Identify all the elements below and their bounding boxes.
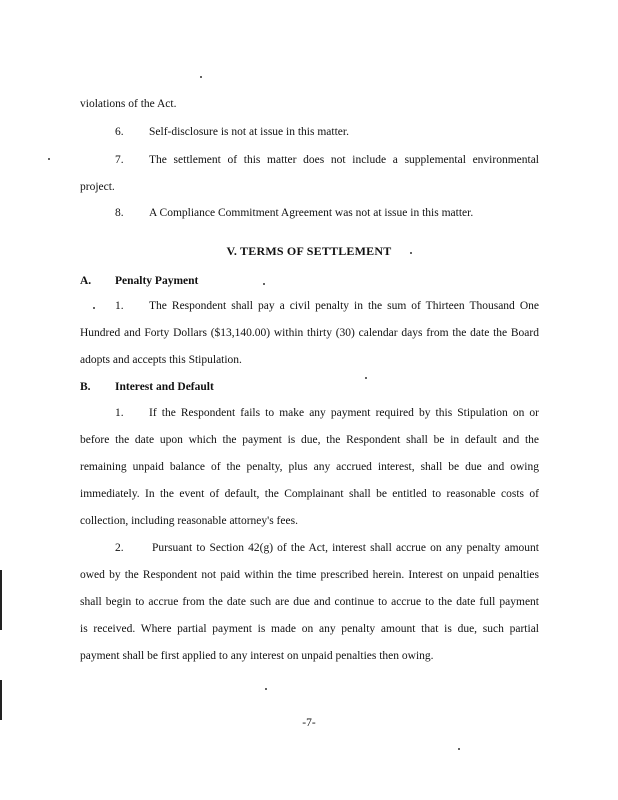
scan-speck bbox=[48, 158, 50, 160]
text-line: Self-disclosure is not at issue in this matter. bbox=[149, 126, 349, 138]
text-line: The Respondent shall pay a civil penalty in the sum of Thirteen Thousand One bbox=[149, 300, 539, 312]
subsection-letter: A. bbox=[80, 275, 92, 287]
section-heading: V. TERMS OF SETTLEMENT bbox=[226, 244, 392, 258]
text-line: remaining unpaid balance of the penalty, plus any accrued interest, shall be due and owing bbox=[80, 461, 539, 473]
scan-speck bbox=[200, 76, 202, 78]
text-line: shall begin to accrue from the date such are due and continue to accrue to the date full payment bbox=[80, 596, 539, 608]
item-number: 7. bbox=[115, 154, 124, 166]
text-line: owed by the Respondent not paid within the time prescribed herein. Interest on unpaid penalties bbox=[80, 569, 539, 581]
text-line: The settlement of this matter does not include a supplemental environmental bbox=[149, 154, 539, 166]
item-number: 1. bbox=[115, 300, 124, 312]
scan-edge-mark bbox=[0, 680, 2, 720]
text-line: If the Respondent fails to make any payment required by this Stipulation on or bbox=[149, 407, 539, 419]
text-line: immediately. In the event of default, the Complainant shall be entitled to reasonable costs of bbox=[80, 488, 539, 500]
item-number: 1. bbox=[115, 407, 124, 419]
item-number: 2. bbox=[115, 542, 124, 554]
scan-speck bbox=[265, 688, 267, 690]
text-line: is received. Where partial payment is made on any penalty amount that is due, such partial bbox=[80, 623, 539, 635]
subsection-title: Penalty Payment bbox=[115, 275, 199, 287]
scan-edge-mark bbox=[0, 570, 2, 630]
text-line: adopts and accepts this Stipulation. bbox=[80, 354, 242, 366]
scan-speck bbox=[365, 377, 367, 379]
item-number: 6. bbox=[115, 126, 124, 138]
text-line: violations of the Act. bbox=[80, 98, 177, 110]
text-line: collection, including reasonable attorney's fees. bbox=[80, 515, 298, 527]
text-line: Hundred and Forty Dollars ($13,140.00) within thirty (30) calendar days from the date the Board bbox=[80, 327, 539, 339]
subsection-title: Interest and Default bbox=[115, 381, 214, 393]
scan-speck bbox=[458, 748, 460, 750]
page-number: -7- bbox=[302, 717, 316, 729]
text-line: project. bbox=[80, 181, 115, 193]
text-line: Pursuant to Section 42(g) of the Act, interest shall accrue on any penalty amount bbox=[152, 542, 539, 554]
scan-speck bbox=[93, 307, 95, 309]
text-line: payment shall be first applied to any interest on unpaid penalties then owing. bbox=[80, 650, 434, 662]
scan-speck bbox=[263, 283, 265, 285]
subsection-letter: B. bbox=[80, 381, 91, 393]
item-number: 8. bbox=[115, 207, 124, 219]
text-line: before the date upon which the payment is due, the Respondent shall be in default and the bbox=[80, 434, 539, 446]
text-line: A Compliance Commitment Agreement was not at issue in this matter. bbox=[149, 207, 474, 219]
scan-speck bbox=[410, 252, 412, 254]
